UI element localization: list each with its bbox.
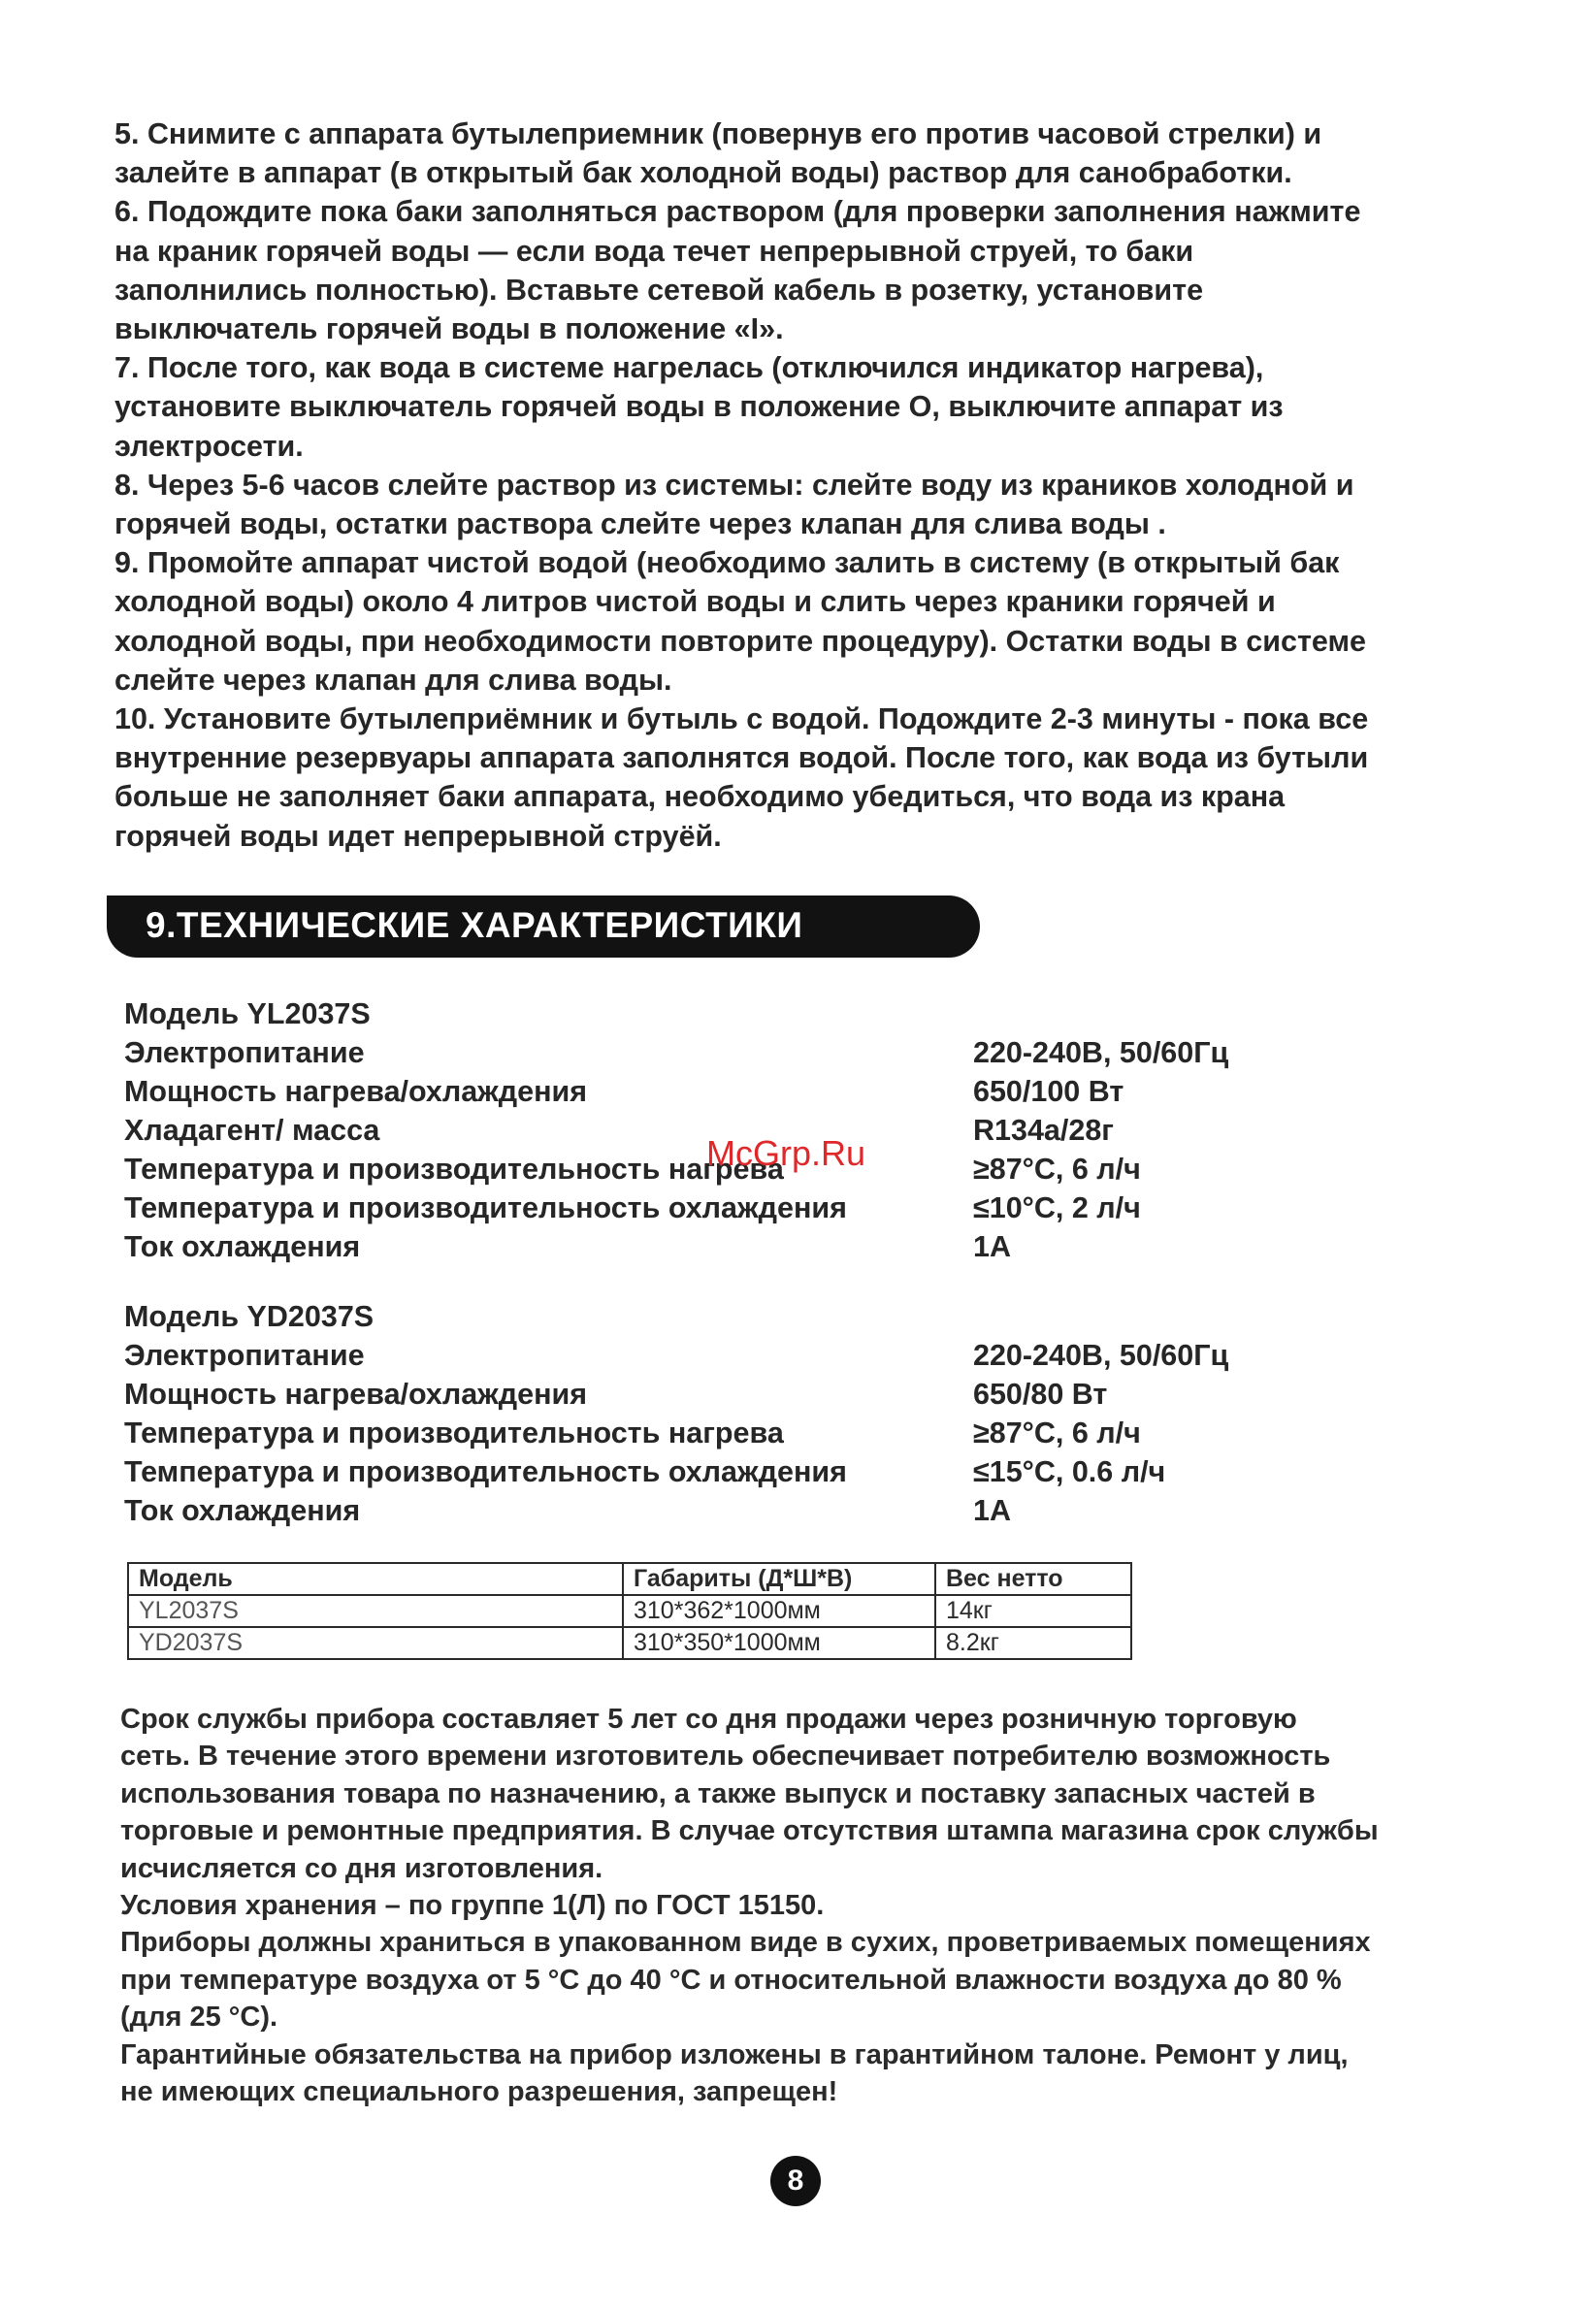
model-specs-yd2037s: [124, 1297, 1288, 1530]
spec-row: [124, 1452, 1288, 1491]
table-cell: YD2037S: [128, 1627, 623, 1659]
spec-value: 220-240В, 50/60Гц: [973, 1339, 1229, 1372]
step-6: 6. Подождите пока баки заполняться раствором (для проверки заполнения нажмите на краник горячей воды — если вода течет непрерывной струей, то баки заполнились полностью). Вставьте сетевой кабель в розетку, установите выключатель горячей воды в положение «I».: [114, 195, 1361, 346]
spec-row: [124, 1336, 1288, 1375]
spec-row: [124, 1072, 1288, 1111]
spec-value: R134a/28г: [973, 1114, 1114, 1147]
section-header: [107, 895, 980, 958]
spec-value: ≥87°С, 6 л/ч: [973, 1153, 1141, 1186]
spec-row: [124, 1414, 1288, 1452]
spec-value: 650/80 Вт: [973, 1378, 1108, 1411]
spec-value: ≤15°С, 0.6 л/ч: [973, 1455, 1166, 1488]
spec-label: Мощность нагрева/охлаждения: [124, 1378, 588, 1411]
step-9: 9. Промойте аппарат чистой водой (необходимо залить в систему (в открытый бак холодной воды) около 4 литров чистой воды и слить через краники горячей и холодной воды, при необходимости повторите процедуру). Остатки воды в системе слейте через клапан для слива воды.: [114, 546, 1366, 697]
dimensions-table: [127, 1562, 1132, 1660]
spec-row: [124, 1189, 1288, 1227]
page-number: 8: [770, 2156, 821, 2206]
spec-row: [124, 1227, 1288, 1266]
spec-label: Ток охлаждения: [124, 1494, 361, 1527]
step-8: 8. Через 5-6 часов слейте раствор из системы: слейте воду из краников холодной и горячей воды, остатки раствора слейте через клапан для слива воды .: [114, 468, 1354, 541]
spec-value: 1А: [973, 1494, 1011, 1527]
spec-value: ≤10°С, 2 л/ч: [973, 1191, 1141, 1224]
spec-value: 1А: [973, 1230, 1011, 1263]
spec-row: [124, 1491, 1288, 1530]
table-cell: 14кг: [935, 1595, 1131, 1627]
spec-label: Ток охлаждения: [124, 1230, 361, 1263]
spec-row: [124, 1033, 1288, 1072]
note-service-life: Срок службы прибора составляет 5 лет со дня продажи через розничную торговую сеть. В течение этого времени изготовитель обеспечивает потребителю возможность использования товара по назначению, а также выпуск и поставку запасных частей в торговые и ремонтные предприятия. В случае отсутствия штампа магазина срок службы исчисляется со дня изготовления.: [120, 1704, 1379, 1884]
spec-label: Температура и производительность охлаждения: [124, 1455, 847, 1488]
spec-label: Электропитание: [124, 1339, 365, 1372]
model-title: Модель YL2037S: [124, 997, 371, 1030]
model-title: Модель YD2037S: [124, 1300, 375, 1333]
spec-value: ≥87°С, 6 л/ч: [973, 1417, 1141, 1449]
note-warranty: Гарантийные обязательства на прибор изложены в гарантийном талоне. Ремонт у лиц, не имеющих специального разрешения, запрещен!: [120, 2038, 1349, 2108]
table-header-cell: Вес нетто: [935, 1563, 1131, 1595]
spec-row: [124, 1375, 1288, 1414]
table-header-row: [128, 1563, 1131, 1595]
spec-label: Температура и производительность нагрева: [124, 1417, 784, 1449]
table-cell: 310*362*1000мм: [623, 1595, 935, 1627]
table-cell: 310*350*1000мм: [623, 1627, 935, 1659]
step-7: 7. После того, как вода в системе нагрелась (отключился индикатор нагрева), установите выключатель горячей воды в положение О, выключите аппарат из электросети.: [114, 351, 1284, 463]
spec-label: Мощность нагрева/охлаждения: [124, 1075, 588, 1108]
note-storage-group: Условия хранения – по группе 1(Л) по ГОСТ 15150.: [120, 1890, 825, 1922]
cleaning-steps: [114, 114, 1473, 856]
section-title: 9.ТЕХНИЧЕСКИЕ ХАРАКТЕРИСТИКИ: [146, 905, 803, 945]
spec-label: Хладагент/ масса: [124, 1114, 380, 1147]
spec-label: Температура и производительность нагрева: [124, 1153, 784, 1186]
table-row: [128, 1627, 1131, 1659]
model-specs-yl2037s: [124, 994, 1288, 1266]
step-5: 5. Снимите с аппарата бутылеприемник (повернув его против часовой стрелки) и залейте в аппарат (в открытый бак холодной воды) раствор для санобработки.: [114, 117, 1322, 190]
spec-label: Электропитание: [124, 1036, 365, 1069]
table-header-cell: Модель: [128, 1563, 623, 1595]
watermark: McGrp.Ru: [706, 1133, 866, 1173]
step-10: 10. Установите бутылеприёмник и бутыль с водой. Подождите 2-3 минуты - пока все внутренние резервуары аппарата заполнятся водой. После того, как вода из бутыли больше не заполняет баки аппарата, необходимо убедиться, что вода из крана горячей воды идет непрерывной струёй.: [114, 702, 1369, 853]
spec-label: Температура и производительность охлаждения: [124, 1191, 847, 1224]
spec-value: 650/100 Вт: [973, 1075, 1124, 1108]
table-header-cell: Габариты (Д*Ш*В): [623, 1563, 935, 1595]
spec-value: 220-240В, 50/60Гц: [973, 1036, 1229, 1069]
table-cell: 8.2кг: [935, 1627, 1131, 1659]
table-cell: YL2037S: [128, 1595, 623, 1627]
note-storage-conditions: Приборы должны храниться в упакованном виде в сухих, проветриваемых помещениях при температуре воздуха от 5 °С до 40 °С и относительной влажности воздуха до 80 % (для 25 °С).: [120, 1927, 1371, 2034]
service-notes: [120, 1701, 1479, 2110]
table-row: [128, 1595, 1131, 1627]
